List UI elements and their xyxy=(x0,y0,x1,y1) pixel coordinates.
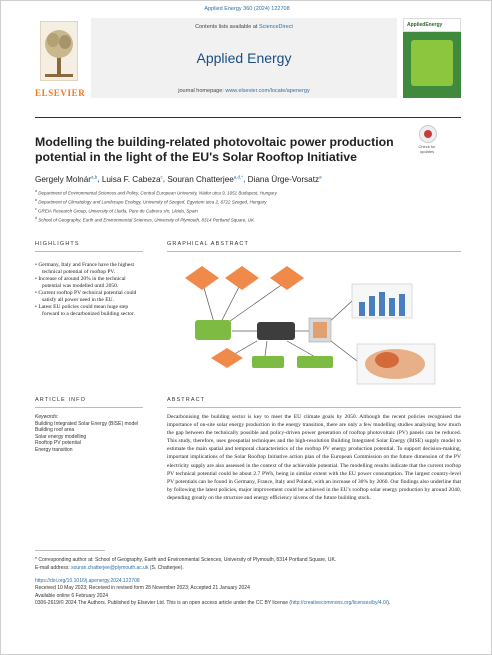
keywords-block xyxy=(35,414,155,454)
publisher-logo[interactable] xyxy=(35,18,86,98)
author[interactable]: Gergely Molnár$^{a,b}$ xyxy=(35,174,98,184)
ga-model-box xyxy=(257,322,295,340)
affiliation: $^d$ School of Geography, Earth and Environmental Sciences, University of Plymouth, 8314 Portland Square, UK xyxy=(35,216,255,223)
highlights-heading: HIGHLIGHTS xyxy=(35,241,80,247)
keyword: Building Integrated Solar Energy (BISE) model xyxy=(35,420,139,427)
author-list: Gergely Molnár$^{a,b}$, Luisa F. Cabeza$^c$, Souran Chatterjee$^{a,d,*}$, Diana Ürge-Vorsatz$^a$ xyxy=(35,174,322,184)
keyword: Rooftop PV potential xyxy=(35,440,81,447)
abstract-rule xyxy=(167,407,461,408)
email-link[interactable]: souran.chatterjee@plymouth.ac.uk xyxy=(71,564,149,571)
doi-link[interactable]: https://doi.org/10.1016/j.apenergy.2024.122708 xyxy=(35,578,140,584)
highlights-rule xyxy=(35,251,143,252)
ga-input-node xyxy=(270,266,304,290)
copyright-line: 0306-2619/© 2024 The Authors. Published by Elsevier Ltd. This is an open access article under the CC BY license (http://creativecommons.org/licenses/by/4.0/). xyxy=(35,599,391,606)
affiliation: $^a$ Department of Environmental Sciences and Policy, Central European University, Nádor utca 9, 1051 Budapest, Hungary xyxy=(35,189,277,196)
sciencedirect-link[interactable]: ScienceDirect xyxy=(258,24,293,30)
highlights-list xyxy=(35,262,143,318)
highlight-item: • Latest EU policies could mean huge step forward to a decarbonized building sector. xyxy=(35,304,143,318)
corresponding-author-note: * Corresponding author at: School of Geography, Earth and Environmental Sciences, University of Plymouth, 8314 Portland Square, UK. xyxy=(35,557,337,563)
author[interactable]: Luisa F. Cabeza$^c$ xyxy=(101,174,163,184)
affiliations xyxy=(35,188,455,224)
article-info-heading: ARTICLE INFO xyxy=(35,397,86,403)
highlight-item: • Current rooftop PV technical potential could satisfy all power need in the EU. xyxy=(35,290,143,304)
publication-info xyxy=(35,578,461,607)
journal-cover-thumbnail[interactable] xyxy=(403,18,461,98)
check-for-updates-icon[interactable] xyxy=(419,125,437,143)
check-for-updates-label[interactable]: Check for updates xyxy=(418,144,436,154)
cover-art xyxy=(411,40,453,86)
journal-title[interactable]: Applied Energy xyxy=(196,50,292,66)
keyword: Energy transition xyxy=(35,446,73,453)
publisher-wordmark: ELSEVIER xyxy=(35,88,86,98)
license-link[interactable]: http://creativecommons.org/licenses/by/4.0/ xyxy=(291,599,388,606)
footnote-rule xyxy=(35,550,105,551)
received-dates: Received 10 May 2023; Received in revised form 28 November 2023; Accepted 21 January 2024 xyxy=(35,585,250,592)
homepage-link[interactable]: www.elsevier.com/locate/apenergy xyxy=(225,88,310,94)
keywords-label: Keywords: xyxy=(35,414,59,420)
available-online: Available online 6 February 2024 xyxy=(35,592,109,599)
contents-prefix: Contents lists available at xyxy=(195,24,258,30)
header-divider xyxy=(35,117,461,118)
author[interactable]: Diana Ürge-Vorsatz$^a$ xyxy=(247,174,322,184)
abstract-heading: ABSTRACT xyxy=(167,397,206,403)
affiliation: $^c$ GREiA Research Group, University of Lleida, Pere de Cabrera s/n, Lleida, Spain xyxy=(35,207,198,214)
graphical-abstract-figure[interactable] xyxy=(167,256,461,388)
cover-header xyxy=(403,18,461,32)
graphical-abstract-rule xyxy=(167,251,461,252)
ga-process-box xyxy=(195,320,231,340)
contents-line xyxy=(91,24,397,30)
ga-scenario-box xyxy=(297,356,333,368)
cover-journal-name: AppliedEnergy xyxy=(407,22,443,28)
homepage-prefix: journal homepage: xyxy=(178,88,224,94)
article-info-rule xyxy=(35,407,143,408)
email-line: E-mail address: souran.chatterjee@plymouth.ac.uk (S. Chatterjee). xyxy=(35,564,184,571)
highlight-item: • Germany, Italy and France have the highest technical potential of rooftop PV. xyxy=(35,262,143,276)
affiliation: $^b$ Department of Climatology and Landscape Ecology, University of Szeged, Egyetem utca 2, 6722 Szeged, Hungary xyxy=(35,198,267,205)
ga-scenario-box xyxy=(252,356,284,368)
highlight-item: • Increase of around 20% in the technical potential was modelled until 2050. xyxy=(35,276,143,290)
elsevier-tree-icon xyxy=(40,21,78,81)
abstract-text: Decarbonising the building sector is key to meet the EU climate goals by 2050. Although the recent policies recognised the importance of on-site solar energy production in the energy transition, there are only a few modelling studies analysing how much the gap between the technically possible and policy-driven power generation of rooftop photovoltaic (PV) panels can be reduced. This study, therefore, uses geospatial techniques and the high-resolution Building Integrated Solar Energy (BISE) supply model to estimate the main spatial and temporal characteristics of the rooftop PV energy production potential. To support decision-making, important implications of the Solar Rooftop Initiative action plan of the European Commission on the future dimension of the PV electricity supply are also assessed in the context of the achievable potential. The modelling results indicate that the current rooftop PV technical potential could be about 2.7 PWh, being in similar extent with the EU power consumption. The largest country-level PV potentials can be found in Germany, France, Italy and Poland, with an increase of 30% by 2060. Our findings also underline that by following the latest policies, major improvement could be achieved in the EU's rooftop solar energy production by around 2040, depending greatly on the structure and energy efficiency nivens of the future building stock. xyxy=(167,414,461,501)
graphical-abstract-heading: GRAPHICAL ABSTRACT xyxy=(167,241,249,247)
ga-map-region xyxy=(313,322,327,338)
keyword: Building roof area xyxy=(35,427,75,434)
article-title: Modelling the building-related photovoltaic power production potential in the light of the EU's Solar Rooftop Initiative xyxy=(35,135,394,164)
journal-reference[interactable]: Applied Energy 360 (2024) 122708 xyxy=(204,6,290,12)
keyword: Solar energy modelling xyxy=(35,433,87,440)
journal-header xyxy=(35,18,461,98)
ga-input-node xyxy=(225,266,259,290)
author[interactable]: Souran Chatterjee$^{a,d,*}$ xyxy=(167,174,244,184)
homepage-line xyxy=(91,88,397,94)
ga-input-node xyxy=(185,266,219,290)
journal-banner xyxy=(91,18,397,98)
ga-scenario-node xyxy=(211,348,243,368)
footnotes xyxy=(35,557,461,572)
